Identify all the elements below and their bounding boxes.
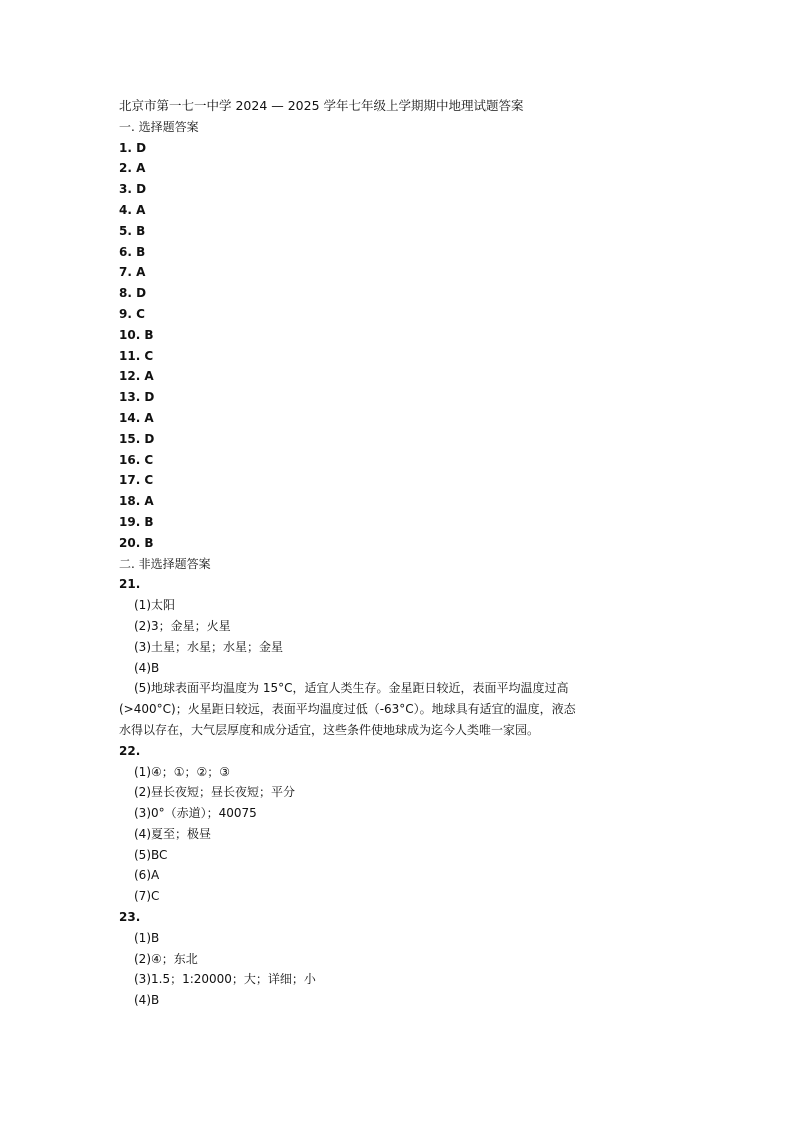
choice-answer: 5. B [119,223,146,238]
question-label-21: 21. [119,577,141,592]
q22-answer: (4)夏至；极昼 [134,826,211,841]
choice-answer: 12. A [119,369,154,384]
document-title: 北京市第一七一中学 2024 — 2025 学年七年级上学期期中地理试题答案 [119,98,524,113]
q22-answer: (1)④；①；②；③ [134,764,231,779]
q21-answer-5-line: (5)地球表面平均温度为 15°C，适宜人类生存。金星距日较近，表面平均温度过高 [134,681,569,696]
choice-answer: 1. D [119,140,147,155]
choice-answer: 6. B [119,244,146,259]
choice-answer: 18. A [119,494,154,509]
choice-answer: 13. D [119,390,155,405]
choice-answer: 3. D [119,182,147,197]
q23-answer: (1)B [134,930,160,945]
choice-answer: 10. B [119,327,154,342]
section-heading-choice: 一. 选择题答案 [119,119,199,134]
choice-answer: 14. A [119,410,154,425]
choice-answer: 7. A [119,265,146,280]
question-label-23: 23. [119,910,141,925]
choice-answer: 17. C [119,473,154,488]
choice-answer: 20. B [119,535,154,550]
choice-answer: 8. D [119,286,147,301]
q21-answer: (3)土星；水星；水星；金星 [134,639,283,654]
choice-answer: 11. C [119,348,154,363]
choice-answer: 2. A [119,161,146,176]
choice-answer: 19. B [119,514,154,529]
q22-answer: (5)BC [134,847,168,862]
q21-answer: (1)太阳 [134,598,175,613]
q22-answer: (7)C [134,889,160,904]
q21-answer: (4)B [134,660,160,675]
q21-answer-5-line: (>400°C)；火星距日较远，表面平均温度过低（-63°C）。地球具有适宜的温度，液态 [119,702,576,717]
q23-answer: (4)B [134,993,160,1008]
choice-answer: 9. C [119,306,145,321]
q21-answer-5-line: 水得以存在，大气层厚度和成分适宜，这些条件使地球成为迄今人类唯一家园。 [119,722,540,737]
q21-answer: (2)3；金星；火星 [134,618,231,633]
q22-answer: (3)0°（赤道）；40075 [134,806,257,821]
q23-answer: (2)④；东北 [134,951,198,966]
q23-answer: (3)1.5；1:20000；大；详细；小 [134,972,316,987]
choice-answer: 4. A [119,202,146,217]
q22-answer: (6)A [134,868,160,883]
q21-answer-5 [119,678,679,740]
q22-answer: (2)昼长夜短；昼长夜短；平分 [134,785,295,800]
answer-sheet [119,96,679,1011]
section-heading-nonchoice: 二. 非选择题答案 [119,556,211,571]
question-label-22: 22. [119,743,141,758]
choice-answer: 16. C [119,452,154,467]
choice-answer: 15. D [119,431,155,446]
